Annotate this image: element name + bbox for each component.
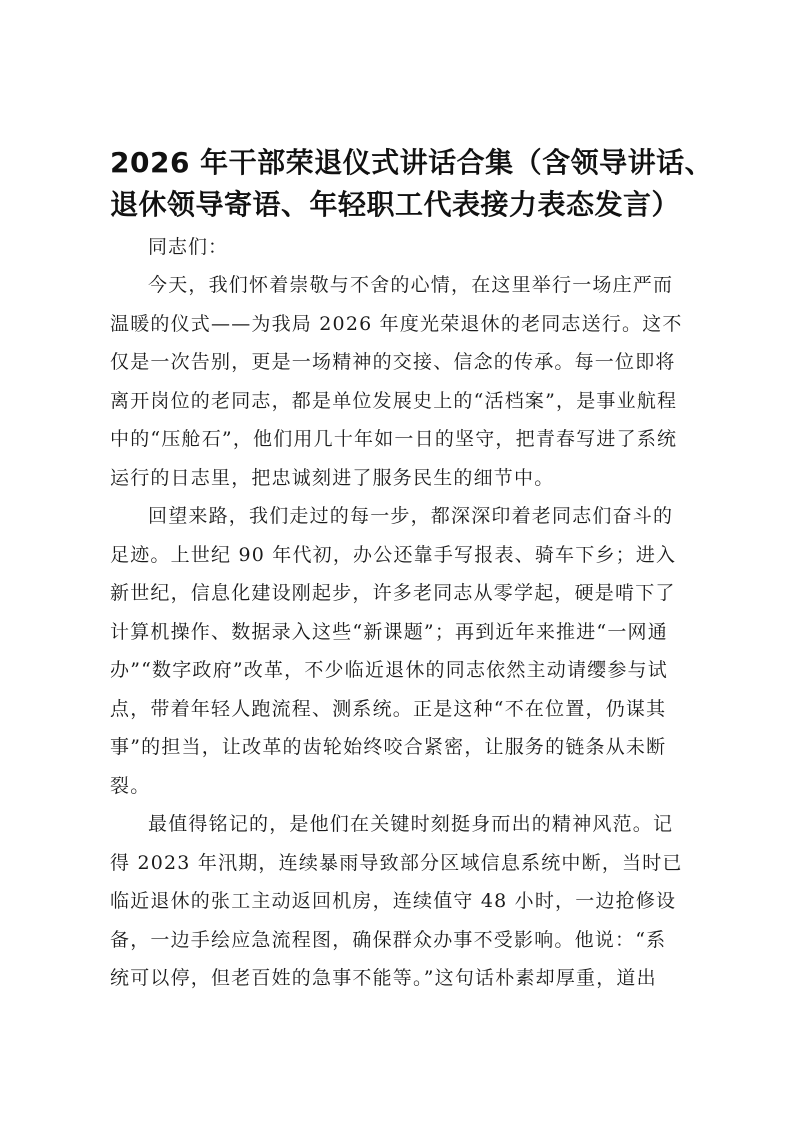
title-line-2: 退休领导寄语、年轻职工代表接力表态发言） [110,188,681,221]
text-line: 得 2023 年汛期，连续暴雨导致部分区域信息系统中断，当时已 [110,851,683,874]
text-line: 最值得铭记的，是他们在关键时刻挺身而出的精神风范。记 [148,813,674,835]
paragraph-2 [110,497,694,805]
text-line: 临近退休的张工主动返回机房，连续值守 48 小时，一边抢修设 [110,890,677,912]
document-body [110,228,694,998]
text-line: 足迹。上世纪 90 年代初，办公还靠手写报表、骑车下乡；进入 [110,543,677,566]
document-title [110,142,714,226]
salutation: 同志们： [148,236,229,258]
text-line: 备，一边手绘应急流程图，确保群众办事不受影响。他说：“系 [110,928,667,951]
text-line: 新世纪，信息化建设刚起步，许多老同志从零学起，硬是啃下了 [110,582,676,604]
text-line: 事”的担当，让改革的齿轮始终咬合紧密，让服务的链条从未断 [110,736,667,758]
text-line: 回望来路，我们走过的每一步，都深深印着老同志们奋斗的 [148,505,674,527]
text-line: 运行的日志里，把忠诚刻进了服务民生的细节中。 [110,466,555,489]
text-line: 办”“数字政府”改革，不少临近退休的同志依然主动请缨参与试 [110,659,668,681]
text-line: 统可以停，但老百姓的急事不能等。”这句话朴素却厚重，道出 [110,967,657,989]
paragraph-3 [110,805,694,998]
text-line: 离开岗位的老同志，都是单位发展史上的“活档案”，是事业航程 [110,389,678,412]
text-line: 中的“压舱石”，他们用几十年如一日的坚守，把青春写进了系统 [110,428,678,450]
text-line: 计算机操作、数据录入这些“新课题”；再到近年来推进“一网通 [110,620,668,643]
paragraph-1 [110,266,694,497]
text-line: 裂。 [110,774,151,797]
text-line: 点，带着年轻人跑流程、测系统。正是这种“不在位置，仍谋其 [110,697,667,720]
text-line: 今天，我们怀着崇敬与不舍的心情，在这里举行一场庄严而 [148,274,674,296]
text-line: 温暖的仪式——为我局 2026 年度光荣退休的老同志送行。这不 [110,312,683,335]
title-line-1: 2026 年干部荣退仪式讲话合集（含领导讲话、 [110,146,714,179]
text-line: 仅是一次告别，更是一场精神的交接、信念的传承。每一位即将 [110,351,676,373]
